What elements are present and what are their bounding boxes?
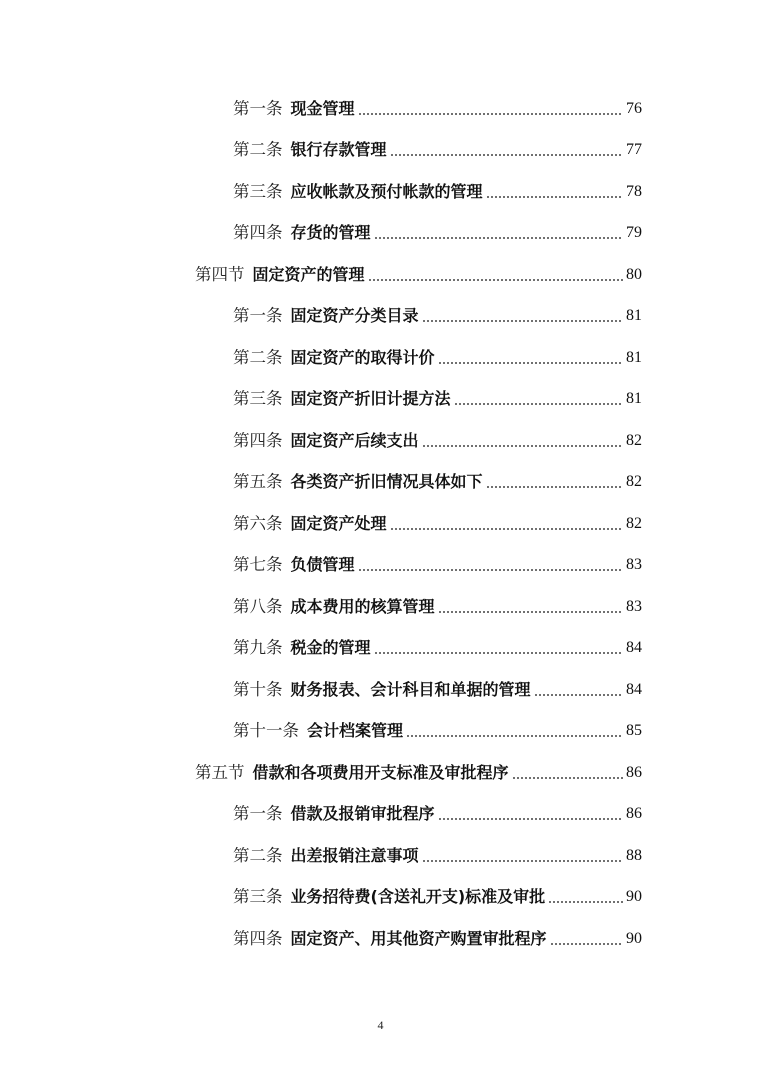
toc-entry-title: 税金的管理	[290, 638, 371, 658]
toc-section-entry[interactable]	[0, 254, 761, 296]
toc-entry-number: 第四条	[233, 928, 283, 948]
toc-entry-page: 84	[626, 639, 642, 657]
toc-entry[interactable]	[0, 337, 761, 379]
dot-leader	[374, 638, 623, 658]
toc-entry-page: 78	[626, 182, 642, 200]
dot-leader	[486, 472, 623, 492]
toc-entry-page: 90	[626, 888, 642, 906]
toc-entry-title: 应收帐款及预付帐款的管理	[290, 181, 483, 201]
toc-entry-number: 第十条	[233, 679, 283, 699]
toc-entry[interactable]	[0, 462, 761, 504]
toc-entry-title: 固定资产分类目录	[290, 306, 419, 326]
toc-entry-title: 借款及报销审批程序	[290, 804, 435, 824]
dot-leader	[534, 680, 623, 700]
toc-entry-title: 现金管理	[290, 98, 355, 118]
toc-entry-number: 第二条	[233, 347, 283, 367]
toc-entry-title: 负债管理	[290, 555, 355, 575]
toc-entry-title: 出差报销注意事项	[290, 845, 419, 865]
toc-section-entry[interactable]	[0, 752, 761, 794]
toc-entry[interactable]	[0, 877, 761, 919]
toc-entry[interactable]	[0, 171, 761, 213]
toc-entry[interactable]	[0, 628, 761, 670]
toc-entry[interactable]	[0, 918, 761, 960]
dot-leader	[358, 555, 623, 575]
toc-entry-page: 81	[626, 348, 642, 366]
toc-entry[interactable]	[0, 835, 761, 877]
toc-entry-page: 83	[626, 556, 642, 574]
toc-entry-number: 第一条	[233, 306, 283, 326]
toc-entry[interactable]	[0, 503, 761, 545]
toc-entry-number: 第四条	[233, 430, 283, 450]
dot-leader	[548, 887, 623, 907]
toc-entry-page: 81	[626, 390, 642, 408]
toc-entry[interactable]	[0, 379, 761, 421]
toc-entry[interactable]	[0, 296, 761, 338]
page-number: 4	[377, 1018, 384, 1032]
dot-leader	[422, 306, 623, 326]
toc-entry-number: 第三条	[233, 181, 283, 201]
toc-entry-page: 86	[626, 805, 642, 823]
toc-entry-page: 88	[626, 846, 642, 864]
toc-entry-page: 82	[626, 473, 642, 491]
toc-entry-title: 成本费用的核算管理	[290, 596, 435, 616]
toc-entry-title: 存货的管理	[290, 223, 371, 243]
dot-leader	[422, 846, 623, 866]
toc-entry-number: 第三条	[233, 887, 283, 907]
dot-leader	[512, 763, 623, 783]
toc-entry-number: 第六条	[233, 513, 283, 533]
dot-leader	[422, 431, 623, 451]
toc-entry-page: 85	[626, 722, 642, 740]
toc-entry-page: 77	[626, 141, 642, 159]
toc-entry[interactable]	[0, 130, 761, 172]
toc-entry-title: 银行存款管理	[290, 140, 387, 160]
dot-leader	[406, 721, 623, 741]
toc-entry-number: 第四节	[195, 264, 245, 284]
toc-entry-number: 第十一条	[233, 721, 299, 741]
toc-entry-page: 81	[626, 307, 642, 325]
toc-entry-title: 业务招待费(含送礼开支)标准及审批	[290, 887, 546, 907]
table-of-contents	[0, 88, 761, 960]
dot-leader	[438, 597, 623, 617]
toc-entry-page: 84	[626, 680, 642, 698]
dot-leader	[390, 514, 623, 534]
toc-entry-title: 财务报表、会计科目和单据的管理	[290, 679, 531, 699]
toc-entry-title: 各类资产折旧情况具体如下	[290, 472, 483, 492]
toc-entry-number: 第一条	[233, 804, 283, 824]
toc-entry-page: 83	[626, 597, 642, 615]
toc-entry-title: 借款和各项费用开支标准及审批程序	[252, 762, 509, 782]
dot-leader	[390, 140, 623, 160]
toc-entry-page: 79	[626, 224, 642, 242]
toc-entry[interactable]	[0, 669, 761, 711]
toc-entry[interactable]	[0, 545, 761, 587]
toc-entry-page: 82	[626, 431, 642, 449]
toc-entry-number: 第八条	[233, 596, 283, 616]
toc-entry[interactable]	[0, 711, 761, 753]
toc-entry-title: 固定资产的管理	[252, 264, 365, 284]
toc-entry[interactable]	[0, 794, 761, 836]
toc-entry-number: 第二条	[233, 845, 283, 865]
toc-entry-page: 76	[626, 99, 642, 117]
toc-entry-number: 第五条	[233, 472, 283, 492]
dot-leader	[454, 389, 623, 409]
dot-leader	[358, 99, 623, 119]
dot-leader	[374, 223, 623, 243]
toc-entry-title: 会计档案管理	[307, 721, 404, 741]
toc-entry-page: 86	[626, 763, 642, 781]
toc-entry-number: 第九条	[233, 638, 283, 658]
toc-entry-page: 80	[626, 265, 642, 283]
toc-entry-title: 固定资产的取得计价	[290, 347, 435, 367]
toc-entry[interactable]	[0, 213, 761, 255]
toc-entry-page: 82	[626, 514, 642, 532]
toc-entry-number: 第三条	[233, 389, 283, 409]
dot-leader	[550, 929, 623, 949]
toc-entry[interactable]	[0, 88, 761, 130]
toc-entry[interactable]	[0, 420, 761, 462]
toc-entry-title: 固定资产折旧计提方法	[290, 389, 451, 409]
toc-entry-number: 第五节	[195, 762, 245, 782]
toc-entry[interactable]	[0, 586, 761, 628]
toc-entry-title: 固定资产、用其他资产购置审批程序	[290, 928, 547, 948]
dot-leader	[438, 348, 623, 368]
dot-leader	[486, 182, 623, 202]
dot-leader	[438, 804, 623, 824]
dot-leader	[368, 265, 623, 285]
toc-entry-title: 固定资产处理	[290, 513, 387, 533]
toc-entry-page: 90	[626, 929, 642, 947]
toc-entry-number: 第二条	[233, 140, 283, 160]
toc-entry-number: 第七条	[233, 555, 283, 575]
toc-entry-number: 第四条	[233, 223, 283, 243]
toc-entry-number: 第一条	[233, 98, 283, 118]
toc-entry-title: 固定资产后续支出	[290, 430, 419, 450]
